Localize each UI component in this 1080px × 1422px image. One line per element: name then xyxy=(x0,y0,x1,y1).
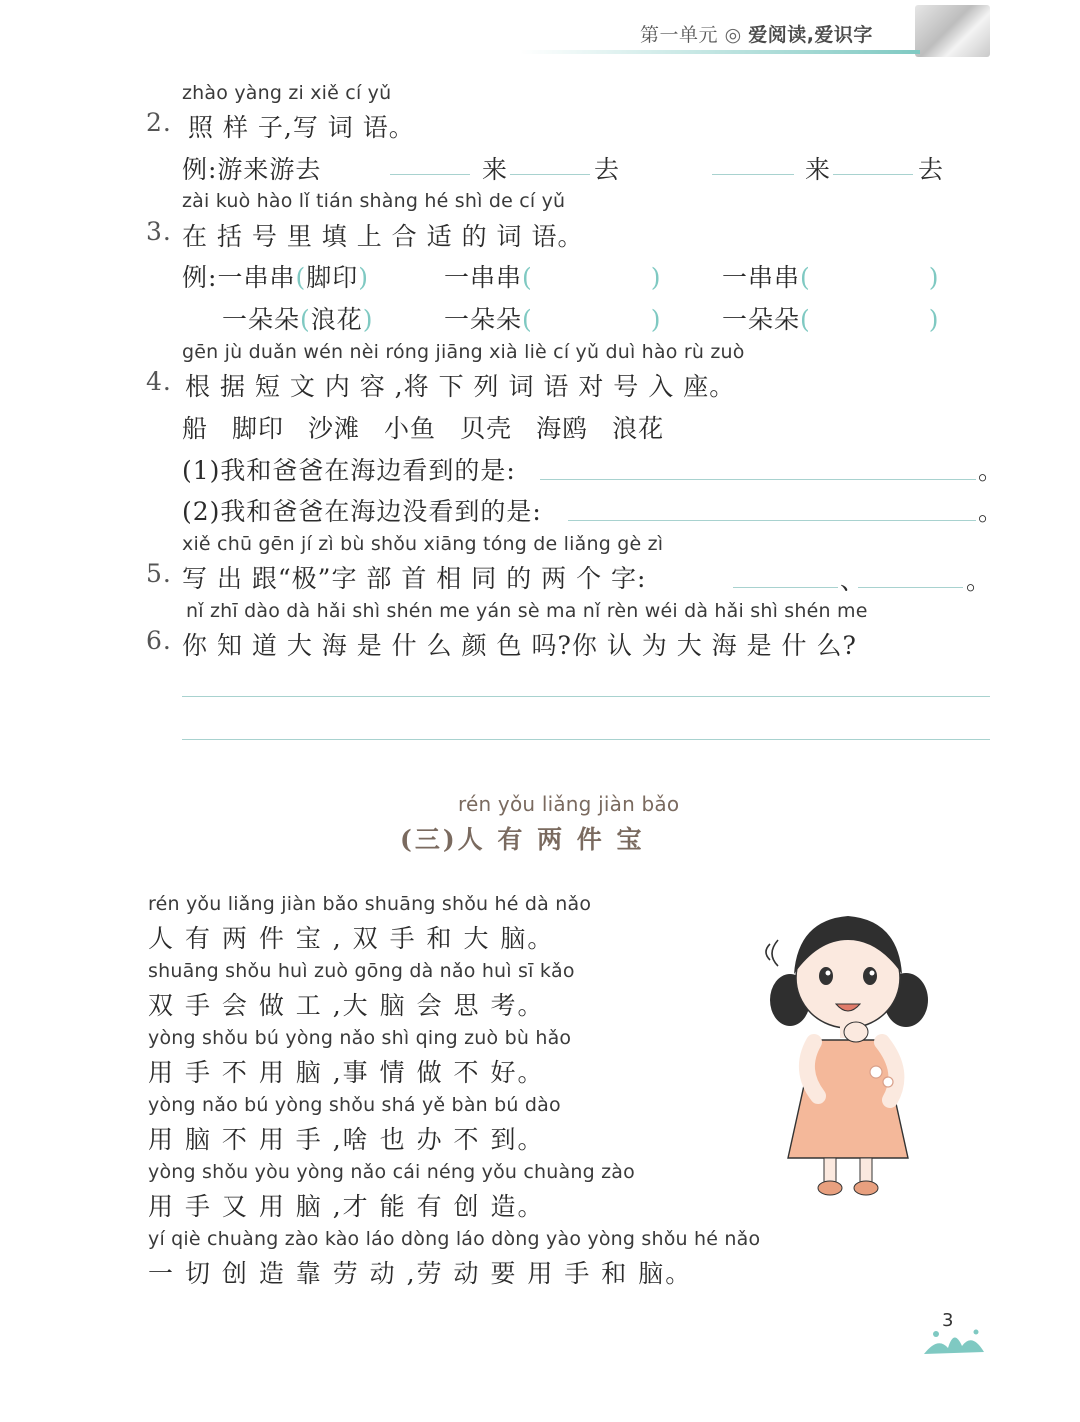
poem-line-text: 用 脑 不 用 手 ,啥 也 办 不 到。 xyxy=(148,1125,545,1154)
splash-icon xyxy=(918,1318,990,1358)
q6-number: 6. xyxy=(146,626,172,655)
q4-word: 脚印 xyxy=(232,414,285,443)
q4-word: 海鸥 xyxy=(536,414,589,443)
q5-answer-blank-2[interactable] xyxy=(858,587,963,588)
page-number: 3 xyxy=(942,1310,954,1331)
header xyxy=(640,20,873,47)
q6-answer-line-1[interactable] xyxy=(182,696,990,697)
unit-label: 第一单元 xyxy=(640,24,719,46)
q4-word: 沙滩 xyxy=(308,414,361,443)
q3-item-3[interactable]: 一朵朵( ) xyxy=(444,305,662,334)
q4-word: 船 xyxy=(182,414,209,443)
q2-blank-1[interactable] xyxy=(390,152,470,179)
q6-answer-line-2[interactable] xyxy=(182,739,990,740)
q5-pinyin: xiě chū gēn jí zì bù shǒu xiāng tóng de liǎng gè zì xyxy=(182,533,664,555)
q4-sub-2: (2)我和爸爸在海边没看到的是: xyxy=(182,497,542,526)
q5-answer-blank-1[interactable] xyxy=(733,587,838,588)
q5-end: 。 xyxy=(966,566,993,595)
poem-title: (三)人 有 两 件 宝 xyxy=(400,825,645,854)
q3-example-2: 一朵朵(浪花) xyxy=(222,305,374,334)
q4-sub-1: (1)我和爸爸在海边看到的是: xyxy=(182,456,516,485)
q4-answer-line-1[interactable] xyxy=(540,479,976,480)
unit-subtitle: 爱阅读,爱识字 xyxy=(748,24,873,46)
girl-illustration-icon xyxy=(748,900,948,1200)
poem-title-pinyin: rén yǒu liǎng jiàn bǎo xyxy=(458,792,680,816)
q2-number: 2. xyxy=(146,108,172,137)
q3-example-1: 例:一串串(脚印) xyxy=(182,263,369,292)
q4-word: 小鱼 xyxy=(384,414,437,443)
q4-word: 贝壳 xyxy=(460,414,513,443)
q3-number: 3. xyxy=(146,217,172,246)
poem-line-text: 一 切 创 造 靠 劳 动 ,劳 动 要 用 手 和 脑。 xyxy=(148,1259,693,1288)
q2-prompt: 照 样 子,写 词 语。 xyxy=(188,113,415,142)
q3-example-word: 一串串 xyxy=(217,263,296,292)
poem-line-pinyin: shuāng shǒu huì zuò gōng dà nǎo huì sī kǎo xyxy=(148,960,575,982)
q3-item-1[interactable]: 一串串( ) xyxy=(444,263,662,292)
poem-line-pinyin: rén yǒu liǎng jiàn bǎo shuāng shǒu hé dà nǎo xyxy=(148,893,592,915)
q4-pinyin: gēn jù duǎn wén nèi róng jiāng xià liè cí yǔ duì hào rù zuò xyxy=(182,341,745,363)
q4-end-1: 。 xyxy=(978,456,1005,485)
q2-qu-1: 去 xyxy=(594,155,621,184)
poem-line-text: 用 手 又 用 脑 ,才 能 有 创 造。 xyxy=(148,1192,545,1221)
poem-line-text: 双 手 会 做 工 ,大 脑 会 思 考。 xyxy=(148,991,545,1020)
q6-prompt: 你 知 道 大 海 是 什 么 颜 色 吗?你 认 为 大 海 是 什 么? xyxy=(182,631,857,660)
q5-prompt: 写 出 跟“极”字 部 首 相 同 的 两 个 字: xyxy=(182,564,647,593)
q2-lai-2: 来 xyxy=(805,155,832,184)
poem-line-text: 用 手 不 用 脑 ,事 情 做 不 好。 xyxy=(148,1058,545,1087)
q3-pinyin: zài kuò hào lǐ tián shàng hé shì de cí yǔ xyxy=(182,190,566,212)
q4-prompt: 根 据 短 文 内 容 ,将 下 列 词 语 对 号 入 座。 xyxy=(185,372,736,401)
q4-word-bank xyxy=(182,409,664,445)
q6-pinyin: nǐ zhī dào dà hǎi shì shén me yán sè ma nǐ rèn wéi dà hǎi shì shén me xyxy=(186,600,868,622)
q4-answer-line-2[interactable] xyxy=(568,520,976,521)
q2-blank-2[interactable] xyxy=(510,152,590,179)
poem-line-pinyin: yí qiè chuàng zào kào láo dòng láo dòng yào yòng shǒu hé nǎo xyxy=(148,1228,761,1250)
poem-line-text: 人 有 两 件 宝 , 双 手 和 大 脑。 xyxy=(148,924,555,953)
q2-pinyin: zhào yàng zi xiě cí yǔ xyxy=(182,82,392,104)
q5-separator: 、 xyxy=(840,566,867,595)
q2-lai-1: 来 xyxy=(482,155,509,184)
q5-number: 5. xyxy=(146,559,172,588)
q4-number: 4. xyxy=(146,367,172,396)
q3-prompt: 在 括 号 里 填 上 合 适 的 词 语。 xyxy=(182,222,584,251)
q4-word: 浪花 xyxy=(612,414,665,443)
q4-end-2: 。 xyxy=(978,497,1005,526)
header-rule xyxy=(520,50,920,54)
q2-blank-3[interactable] xyxy=(712,152,794,179)
poem-line-pinyin: yòng nǎo bú yòng shǒu shá yě bàn bú dào xyxy=(148,1094,561,1116)
unit-symbol-icon: ◎ xyxy=(724,24,742,46)
q3-item-2[interactable]: 一串串( ) xyxy=(722,263,940,292)
poem-line-pinyin: yòng shǒu bú yòng nǎo shì qing zuò bù hǎo xyxy=(148,1027,572,1049)
q2-example: 例:游来游去 xyxy=(182,155,322,184)
q3-item-4[interactable]: 一朵朵( ) xyxy=(722,305,940,334)
header-decoration-icon xyxy=(915,5,990,57)
poem-line-pinyin: yòng shǒu yòu yòng nǎo cái néng yǒu chuàng zào xyxy=(148,1161,635,1183)
q3-example-answer: 脚印 xyxy=(306,263,359,292)
q2-qu-2: 去 xyxy=(918,155,945,184)
q2-blank-4[interactable] xyxy=(833,152,913,179)
q3-example-prefix: 例: xyxy=(182,263,218,292)
